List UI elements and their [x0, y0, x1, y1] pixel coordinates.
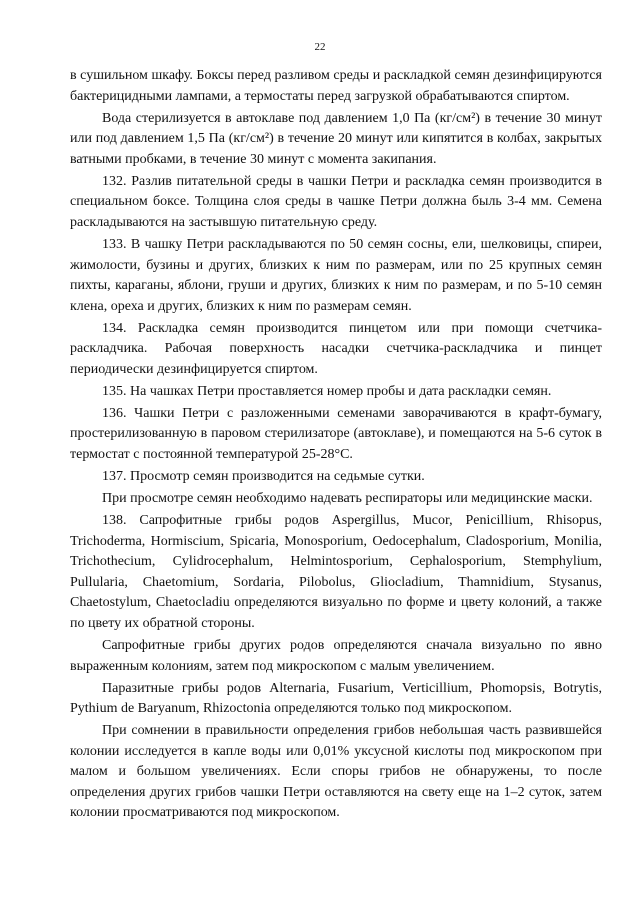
document-body: [70, 66, 602, 825]
paragraph: 133. В чашку Петри раскладываются по 50 семян сосны, ели, шелковицы, спиреи, жимолости, бузины и других, близких к ним по размерам, или по 25 крупных семян пихты, караганы, яблони, груши и других, близких к ним по размерам, и по 5-10 семян клена, ореха и других, близких к ним по размерам семян.: [70, 236, 602, 314]
paragraph: 132. Разлив питательной среды в чашки Петри и раскладка семян производится в специальном боксе. Толщина слоя среды в чашке Петри должна быль 3-4 мм. Семена раскладываются на застывшую питательную среду.: [70, 173, 602, 230]
paragraph: 138. Сапрофитные грибы родов Aspergillus, Mucor, Penicillium, Rhisopus, Trichoderma, Hormiscium, Spicaria, Monosporium, Oedocephalum, Cladosporium, Monilia, Trichothecium, Cylidrocephalum, Helmintosporium, Cephalosporium, Stemphylium, Pullularia, Chaetomium, Sordaria, Pilobolus, Gliocladium, Thamnidium, Stysanus, Chaetostylum, Chaetocladiu определяются визуально по форме и цвету колоний, а также по цвету их обратной стороны.: [70, 512, 602, 631]
paragraph: в сушильном шкафу. Боксы перед разливом среды и раскладкой семян дезинфицируются бактерицидными лампами, а термостаты перед загрузкой обрабатываются спиртом.: [70, 68, 602, 104]
paragraph: 135. На чашках Петри проставляется номер пробы и дата раскладки семян.: [102, 383, 552, 399]
paragraph: При сомнении в правильности определения грибов небольшая часть развившейся колонии исследуется в капле воды или 0,01% уксусной кислоты под микроскопом при малом и большом увеличениях. Если споры грибов не обнаружены, то после определения других грибов чашки Петри оставляются на свету еще на 1–2 суток, затем колонии просматриваются под микроскопом.: [70, 723, 602, 821]
paragraph: Паразитные грибы родов Alternaria, Fusarium, Verticillium, Phomopsis, Botrytis, Pythium de Baryanum, Rhizoctonia определяются только под микроскопом.: [70, 680, 602, 717]
paragraph: 134. Раскладка семян производится пинцетом или при помощи счетчика-раскладчика. Рабочая поверхность насадки счетчика-раскладчика и пинцет периодически дезинфицируется спиртом.: [70, 320, 602, 377]
paragraph: 136. Чашки Петри с разложенными семенами заворачиваются в крафт-бумагу, простерилизованную в паровом стерилизаторе (автоклаве), и помещаются на 5-6 суток в термостат с постоянной температурой 25-28°С.: [70, 405, 602, 463]
paragraph: Вода стерилизуется в автоклаве под давлением 1,0 Па (кг/см²) в течение 30 минут или под давлением 1,5 Па (кг/см²) в течение 20 минут или кипятится в колбах, закрытых ватными пробками, в течение 30 минут с момента закипания.: [70, 110, 602, 167]
page-number: 22: [314, 41, 326, 53]
paragraph: При просмотре семян необходимо надевать респираторы или медицинские маски.: [102, 491, 593, 506]
paragraph: 137. Просмотр семян производится на седьмые сутки.: [102, 469, 425, 485]
paragraph: Сапрофитные грибы других родов определяются сначала визуально по явно выраженным колониям, затем под микроскопом с малым увеличением.: [70, 637, 602, 674]
